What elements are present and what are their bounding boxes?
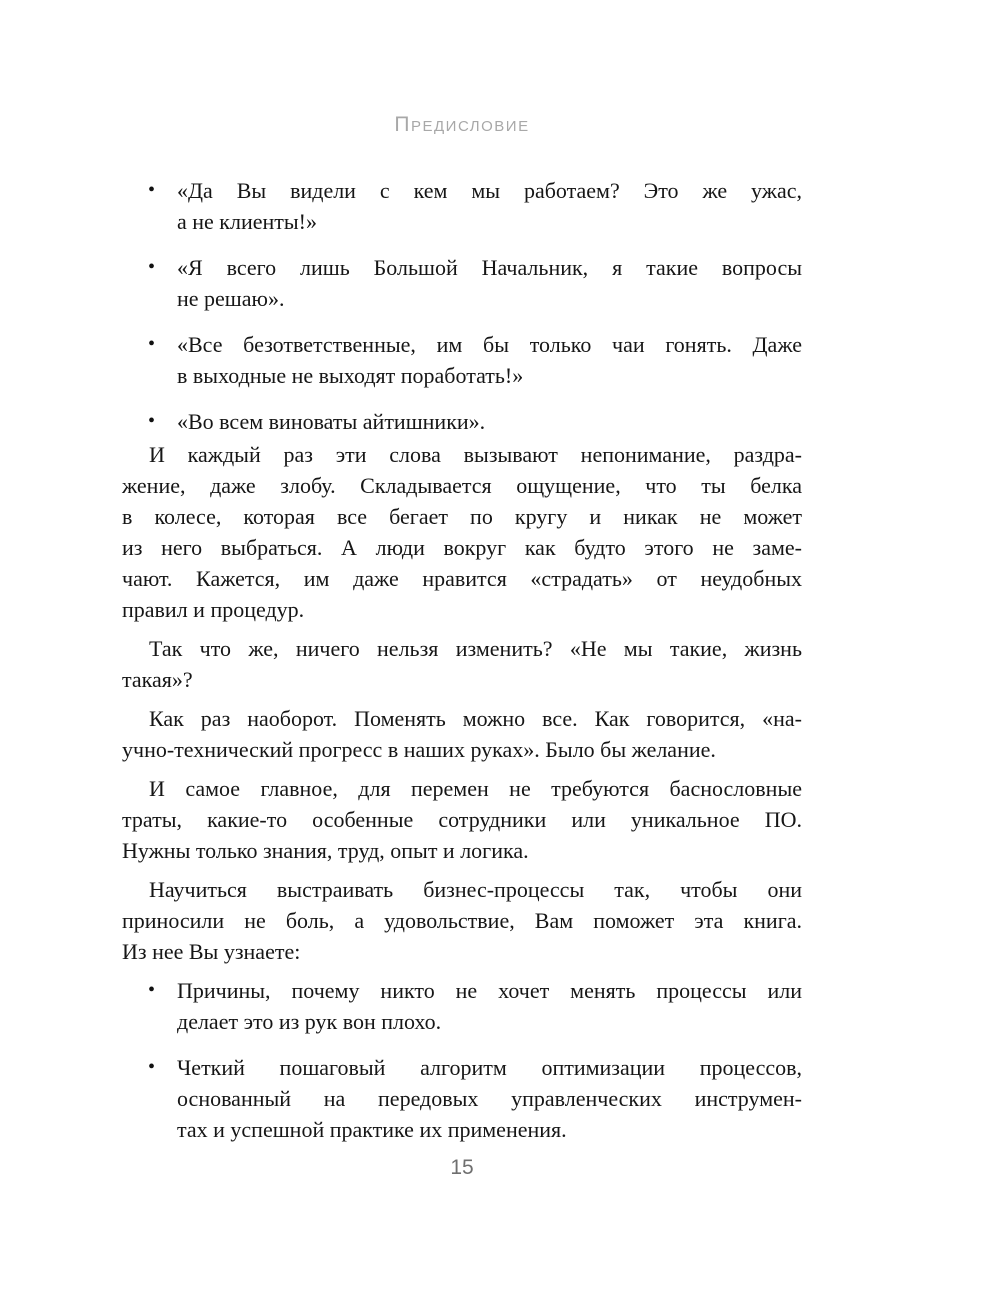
text-line: «Я всего лишь Большой Начальник, я такие вопросы: [177, 255, 802, 280]
text-line: приносили не боль, а удовольствие, Вам поможет эта книга.: [122, 908, 802, 933]
text-line: а не клиенты!»: [177, 209, 318, 234]
bullet-text: [177, 975, 802, 1037]
text-line: чают. Кажется, им даже нравится «страдать» от неудобных: [122, 566, 802, 591]
bullet-icon: •: [148, 979, 156, 1001]
running-head: Предисловие: [394, 113, 530, 136]
text-line: жение, даже злобу. Складывается ощущение, что ты белка: [122, 473, 802, 498]
paragraph: [122, 439, 802, 625]
text-line: правил и процедур.: [122, 597, 305, 622]
text-line: учно-технический прогресс в наших руках». Было бы желание.: [122, 737, 716, 762]
text-line: «Да Вы видели с кем мы работаем? Это же ужас,: [177, 178, 802, 203]
text-line: Из нее Вы узнаете:: [122, 939, 301, 964]
text-line: из него выбраться. А люди вокруг как будто этого не заме-: [122, 535, 802, 560]
text-line: И каждый раз эти слова вызывают непонимание, раздра-: [149, 442, 802, 467]
paragraph: [122, 773, 802, 866]
text-line: Научиться выстраивать бизнес-процессы так, чтобы они: [149, 877, 802, 902]
text-line: Так что же, ничего нельзя изменить? «Не мы такие, жизнь: [149, 636, 802, 661]
bullet-item: [122, 1052, 802, 1145]
text-line: траты, какие-то особенные сотрудники или уникальное ПО.: [122, 807, 802, 832]
text-line: не решаю».: [177, 286, 285, 311]
bullet-text: [177, 406, 802, 437]
text-line: «Все безответственные, им бы только чаи гонять. Даже: [177, 332, 802, 357]
bullet-icon: •: [148, 333, 156, 355]
quotes-bullet-list: [122, 175, 802, 437]
text-line: в выходные не выходят поработать!»: [177, 363, 524, 388]
bullet-text: [177, 329, 802, 391]
paragraph: [122, 874, 802, 967]
bullet-item: [122, 975, 802, 1037]
bullet-text: [177, 175, 802, 237]
bullet-item: [122, 406, 802, 437]
page-number: 15: [450, 1156, 474, 1179]
text-line: Как раз наоборот. Поменять можно все. Как говорится, «на-: [149, 706, 802, 731]
text-line: Нужны только знания, труд, опыт и логика.: [122, 838, 529, 863]
text-line: И самое главное, для перемен не требуются баснословные: [149, 776, 802, 801]
bullet-icon: •: [148, 410, 156, 432]
text-line: «Во всем виноваты айтишники».: [177, 409, 486, 434]
paragraph: [122, 703, 802, 765]
bullet-item: [122, 329, 802, 391]
text-line: основанный на передовых управленческих инструмен-: [177, 1086, 802, 1111]
bullet-icon: •: [148, 179, 156, 201]
text-line: в колесе, которая все бегает по кругу и никак не может: [122, 504, 802, 529]
book-topics-bullet-list: [122, 975, 802, 1145]
bullet-icon: •: [148, 1056, 156, 1078]
text-line: делает это из рук вон плохо.: [177, 1009, 442, 1034]
bullet-item: [122, 252, 802, 314]
bullet-icon: •: [148, 256, 156, 278]
page-content: [122, 175, 802, 1147]
bullet-text: [177, 1052, 802, 1145]
bullet-item: [122, 175, 802, 237]
text-line: Четкий пошаговый алгоритм оптимизации процессов,: [177, 1055, 802, 1080]
paragraph: [122, 633, 802, 695]
text-line: такая»?: [122, 667, 193, 692]
text-line: тах и успешной практике их применения.: [177, 1117, 567, 1142]
bullet-text: [177, 252, 802, 314]
text-line: Причины, почему никто не хочет менять процессы или: [177, 978, 802, 1003]
